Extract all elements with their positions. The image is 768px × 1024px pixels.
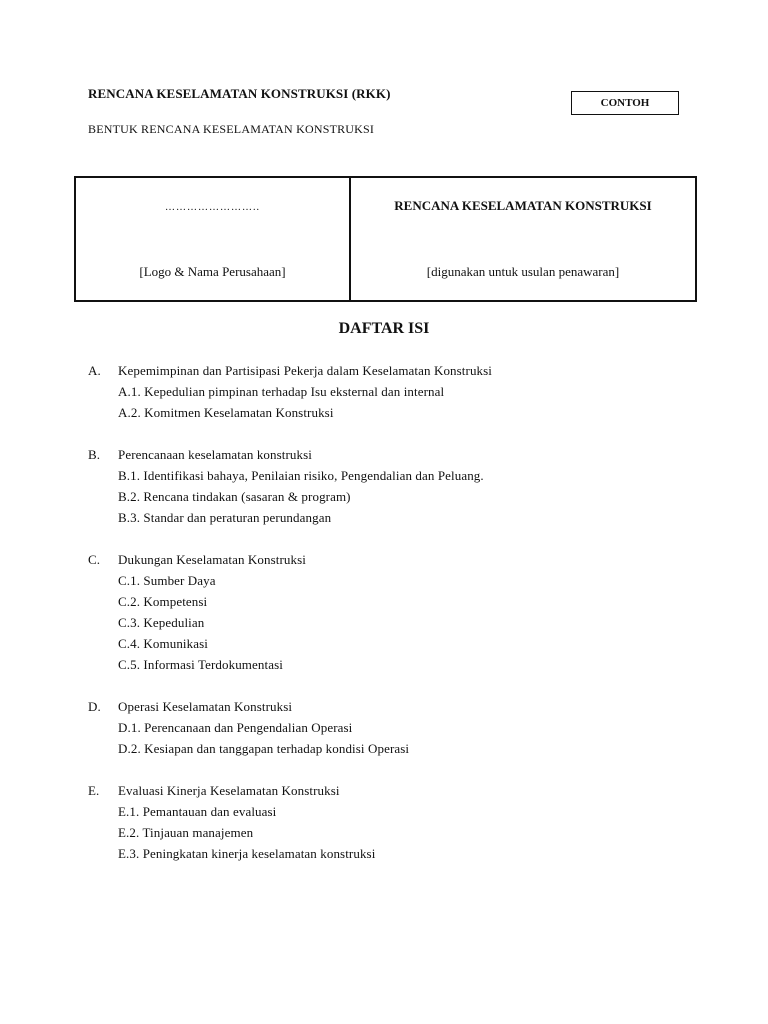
- plan-cell: [351, 178, 695, 300]
- toc-item: C.4. Komunikasi: [118, 636, 208, 651]
- toc-section-title: Perencanaan keselamatan konstruksi: [118, 447, 312, 462]
- toc-section-letter: A.: [88, 363, 101, 378]
- toc-section-b: [88, 444, 728, 528]
- toc-item: D.1. Perencanaan dan Pengendalian Operasi: [118, 720, 353, 735]
- toc-section-e: [88, 780, 728, 864]
- toc-section-heading: [88, 549, 728, 570]
- toc-section-letter: D.: [88, 699, 101, 714]
- toc-section-heading: [88, 696, 728, 717]
- toc-item: B.2. Rencana tindakan (sasaran & program): [118, 489, 351, 504]
- toc-item: E.3. Peningkatan kinerja keselamatan konstruksi: [118, 846, 376, 861]
- toc-item: C.5. Informasi Terdokumentasi: [118, 657, 283, 672]
- example-stamp: CONTOH: [571, 91, 679, 115]
- toc-item: A.1. Kepedulian pimpinan terhadap Isu eksternal dan internal: [118, 384, 445, 399]
- plan-heading: RENCANA KESELAMATAN KONSTRUKSI: [394, 198, 652, 213]
- toc-item: D.2. Kesiapan dan tanggapan terhadap kondisi Operasi: [118, 741, 410, 756]
- header-table: [74, 176, 697, 302]
- toc-item: E.2. Tinjauan manajemen: [118, 825, 254, 840]
- toc-item: B.3. Standar dan peraturan perundangan: [118, 510, 332, 525]
- toc-section-letter: E.: [88, 783, 100, 798]
- toc-section-title: Evaluasi Kinerja Keselamatan Konstruksi: [118, 783, 340, 798]
- company-cell: [76, 178, 351, 300]
- toc-section-c: [88, 549, 728, 675]
- toc-section-title: Operasi Keselamatan Konstruksi: [118, 699, 293, 714]
- table-of-contents: [88, 360, 728, 885]
- toc-item: C.1. Sumber Daya: [118, 573, 216, 588]
- toc-title: DAFTAR ISI: [338, 320, 430, 337]
- document-subtitle: BENTUK RENCANA KESELAMATAN KONSTRUKSI: [88, 122, 375, 136]
- toc-section-a: [88, 360, 728, 423]
- toc-item: B.1. Identifikasi bahaya, Penilaian risiko, Pengendalian dan Peluang.: [118, 468, 484, 483]
- plan-usage-label: [digunakan untuk usulan penawaran]: [426, 264, 620, 279]
- toc-section-letter: B.: [88, 447, 101, 462]
- toc-section-heading: [88, 444, 728, 465]
- toc-section-heading: [88, 360, 728, 381]
- toc-item: C.2. Kompetensi: [118, 594, 208, 609]
- toc-section-heading: [88, 780, 728, 801]
- toc-item: A.2. Komitmen Keselamatan Konstruksi: [118, 405, 334, 420]
- company-placeholder-dots: ……………………..: [165, 202, 260, 213]
- toc-item: C.3. Kepedulian: [118, 615, 205, 630]
- document-title: RENCANA KESELAMATAN KONSTRUKSI (RKK): [88, 86, 391, 101]
- toc-section-title: Kepemimpinan dan Partisipasi Pekerja dalam Keselamatan Konstruksi: [118, 363, 493, 378]
- toc-section-title: Dukungan Keselamatan Konstruksi: [118, 552, 306, 567]
- toc-item: E.1. Pemantauan dan evaluasi: [118, 804, 277, 819]
- toc-section-d: [88, 696, 728, 759]
- toc-section-letter: C.: [88, 552, 101, 567]
- company-logo-label: [Logo & Nama Perusahaan]: [139, 264, 286, 279]
